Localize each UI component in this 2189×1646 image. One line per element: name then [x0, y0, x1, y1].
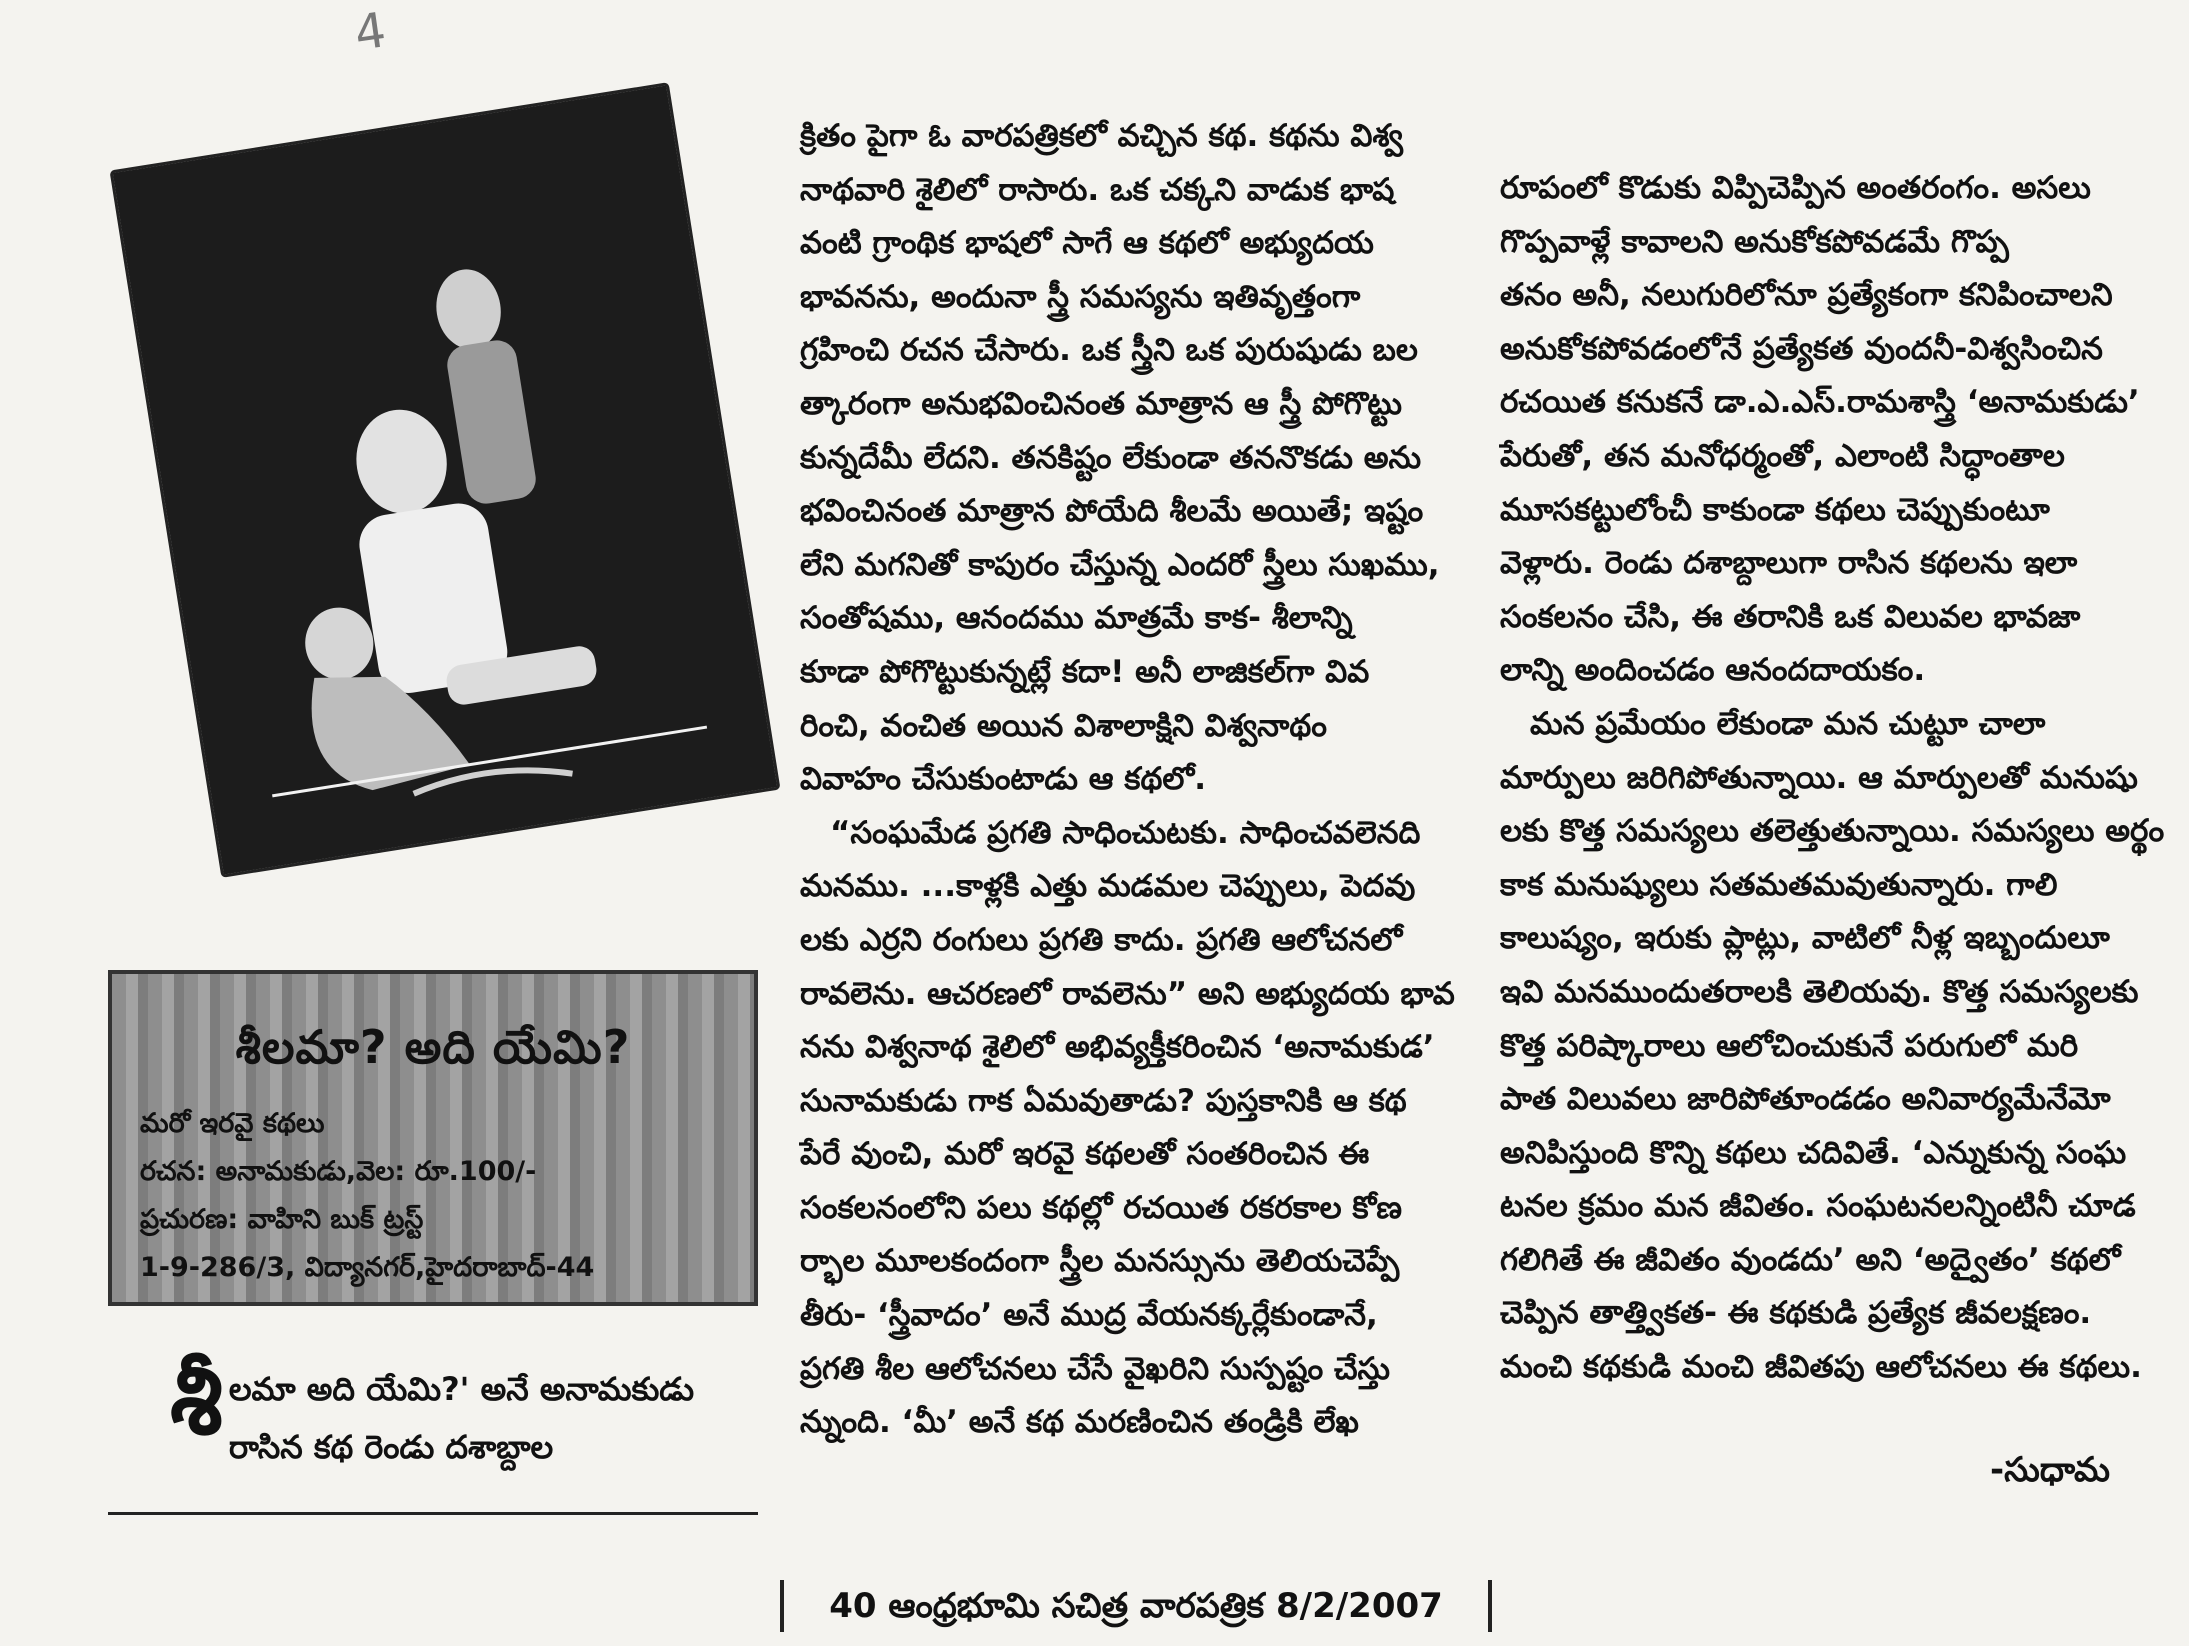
text-line: అనుకోకపోవడంలోనే ప్రత్యేకత వుందనీ-విశ్వసించిన	[1500, 330, 2103, 367]
text-line: సంకలనం చేసి, ఈ తరానికి ఒక విలువల భావజా	[1500, 598, 2081, 635]
text-line: తీరు- ‘స్త్రీవాదం’ అనే ముద్ర వేయనక్కర్లేకుండానే,	[800, 1297, 1378, 1334]
text-line: భవించినంత మాత్రాన పోయేది శీలమే అయితే; ఇష్టం	[800, 493, 1424, 530]
text-line: లేని మగనితో కాపురం చేస్తున్న ఎందరో స్త్రీలు సుఖము,	[800, 546, 1440, 583]
text-line: గొప్పవాళ్లే కావాలని అనుకోకపోవడమే గొప్ప	[1500, 223, 2009, 260]
book-title: శీలమా? అది యేమి?	[235, 1020, 631, 1074]
text-line: కొత్త పరిష్కారాలు ఆలోచించుకునే పరుగులో మరి	[1500, 1027, 2079, 1064]
text-line: రూపంలో కొడుకు విప్పిచెప్పిన అంతరంగం. అసలు	[1500, 170, 2091, 206]
intro-paragraph	[170, 1344, 770, 1476]
text-line: అనిపిస్తుంది కొన్ని కథలు చదివితే. ‘ఎన్నుకున్న సంఘ	[1500, 1134, 2127, 1171]
column-right	[1500, 162, 2165, 1395]
text-line: కూడా పోగొట్టుకున్నట్లే కదా! అనీ లాజికల్‌గా వివ	[800, 653, 1370, 690]
text-line: రచయిత కనుకనే డా.ఎ.ఎస్.రామశాస్త్రి ‘అనామకుడు’	[1500, 384, 2140, 421]
text-line: లకు కొత్త సమస్యలు తలెత్తుతున్నాయి. సమస్యలు అర్థం	[1500, 813, 2165, 850]
column-middle	[800, 110, 1455, 1450]
text-line: మార్పులు జరిగిపోతున్నాయి. ఆ మార్పులతో మనుషు	[1500, 759, 2138, 796]
text-line: సంకలనంలోని పలు కథల్లో రచయిత రకరకాల కోణ	[800, 1189, 1402, 1226]
text-line: ప్రగతి శీల ఆలోచనలు చేసే వైఖరిని సుస్పష్టం చేస్తు	[800, 1350, 1391, 1387]
story-photo-figures	[113, 86, 777, 875]
text-line: లకు ఎర్రని రంగులు ప్రగతి కాదు. ప్రగతి ఆలోచనలో	[800, 921, 1403, 958]
text-line: వంటి గ్రాంథిక భాషలో సాగే ఆ కథలో అభ్యుదయ	[800, 225, 1374, 262]
drop-cap: శీ	[170, 1344, 223, 1456]
text-line: భావనను, అందునా స్త్రీ సమస్యను ఇతివృత్తంగా	[800, 278, 1361, 315]
text-line: చెప్పిన తాత్త్వికత- ఈ కథకుడి ప్రత్యేక జీవలక్షణం.	[1500, 1295, 2092, 1332]
text-line: పేరే వుంచి, మరో ఇరవై కథలతో సంతరించిన ఈ	[800, 1136, 1370, 1173]
text-line: మన ప్రమేయం లేకుండా మన చుట్టూ చాలా	[1530, 705, 2046, 742]
text-line: పేరుతో, తన మనోధర్మంతో, ఎలాంటి సిద్ధాంతాల	[1500, 437, 2065, 474]
text-line: నాథవారి శైలిలో రాసారు. ఒక చక్కని వాడుక భాష	[800, 171, 1395, 208]
text-line: ర్భాల మూలకందంగా స్త్రీల మనస్సును తెలియచెప్పే	[800, 1243, 1400, 1280]
text-line: క్రితం పైగా ఓ వారపత్రికలో వచ్చిన కథ. కథను విశ్వ	[800, 118, 1403, 154]
text-line: సునామకుడు గాక ఏమవుతాడు? పుస్తకానికి ఆ కథ	[800, 1082, 1407, 1119]
text-line: ఇవి మనముందుతరాలకి తెలియవు. కొత్త సమస్యలకు	[1500, 973, 2139, 1010]
text-line: కున్నదేమీ లేదని. తనకిష్టం లేకుండా తననొకడు అను	[800, 439, 1422, 476]
text-line: టనల క్రమం మన జీవితం. సంఘటనలన్నింటినీ చూడ	[1500, 1188, 2136, 1225]
text-line: మంచి కథకుడి మంచి జీవితపు ఆలోచనలు ఈ కథలు.	[1500, 1349, 2142, 1386]
text-line: లాన్ని అందించడం ఆనందదాయకం.	[1500, 652, 1926, 689]
text-line: మూసకట్టులోంచీ కాకుండా కథలు చెప్పుకుంటూ	[1500, 491, 2050, 528]
text-line: పాత విలువలు జారిపోతూండడం అనివార్యమేనేమో	[1500, 1081, 2111, 1118]
page-footer: 40 ఆంధ్రభూమి సచిత్ర వారపత్రిక 8/2/2007	[780, 1580, 1492, 1632]
text-line: గ్రహించి రచన చేసారు. ఒక స్త్రీని ఒక పురుషుడు బల	[800, 332, 1418, 369]
text-line: న్నుంది. ‘మీ’ అనే కథ మరణించిన తండ్రికి లేఖ	[800, 1404, 1359, 1441]
book-publisher: ప్రచురణ: వాహిని బుక్ ట్రస్ట్	[140, 1204, 424, 1235]
text-line: తనం అనీ, నలుగురిలోనూ ప్రత్యేకంగా కనిపించాలని	[1500, 277, 2113, 314]
book-author-price: రచన: అనామకుడు,వెల: రూ.100/-	[140, 1156, 537, 1187]
text-line: కాలుష్యం, ఇరుకు ప్లాట్లు, వాటిలో నీళ్ల ఇబ్బందులూ	[1500, 920, 2110, 957]
text-line: నను విశ్వనాథ శైలిలో అభివ్యక్తీకరించిన ‘అనామకుడ’	[800, 1029, 1435, 1066]
illustration	[95, 55, 745, 955]
text-line: రావలెను. ఆచరణలో రావలెను” అని అభ్యుదయ భావ	[800, 975, 1455, 1012]
text-line: వెళ్లారు. రెండు దశాబ్దాలుగా రాసిన కథలను ఇలా	[1500, 545, 2078, 582]
story-photo	[113, 86, 777, 875]
book-info-box	[108, 970, 758, 1306]
text-line: రించి, వంచిత అయిన విశాలాక్షిని విశ్వనాథం	[800, 707, 1327, 744]
intro-text: లమా అది యేమి?' అనే అనామకుడు రాసిన కథ రెండు దశాబ్దాల	[228, 1370, 695, 1466]
text-line: సంతోషము, ఆనందము మాత్రమే కాక- శీలాన్ని	[800, 600, 1353, 637]
text-line: వివాహం చేసుకుంటాడు ఆ కథలో.	[800, 761, 1207, 798]
text-line: కాక మనుష్యులు సతమతమవుతున్నారు. గాలి	[1500, 866, 2058, 903]
text-line: త్కారంగా అనుభవించినంత మాత్రాన ఆ స్త్రీ పోగొట్టు	[800, 385, 1403, 422]
author-signoff: -సుధామ	[1990, 1450, 2111, 1490]
page-mark: 4	[351, 2, 390, 62]
text-line: గలిగితే ఈ జీవితం వుండదు’ అని ‘అద్వైతం’ కథలో	[1500, 1241, 2121, 1278]
book-subtitle: మరో ఇరవై కథలు	[140, 1108, 325, 1139]
text-line: మనము. ...కాళ్లకి ఎత్తు మడమల చెప్పులు, పెదవు	[800, 868, 1416, 905]
left-divider	[108, 1512, 758, 1515]
book-address: 1-9-286/3, విద్యానగర్,హైదరాబాద్-44	[140, 1252, 595, 1283]
text-line: “సంఘమేడ ప్రగతి సాధించుటకు. సాధించవలెనది	[830, 814, 1421, 851]
